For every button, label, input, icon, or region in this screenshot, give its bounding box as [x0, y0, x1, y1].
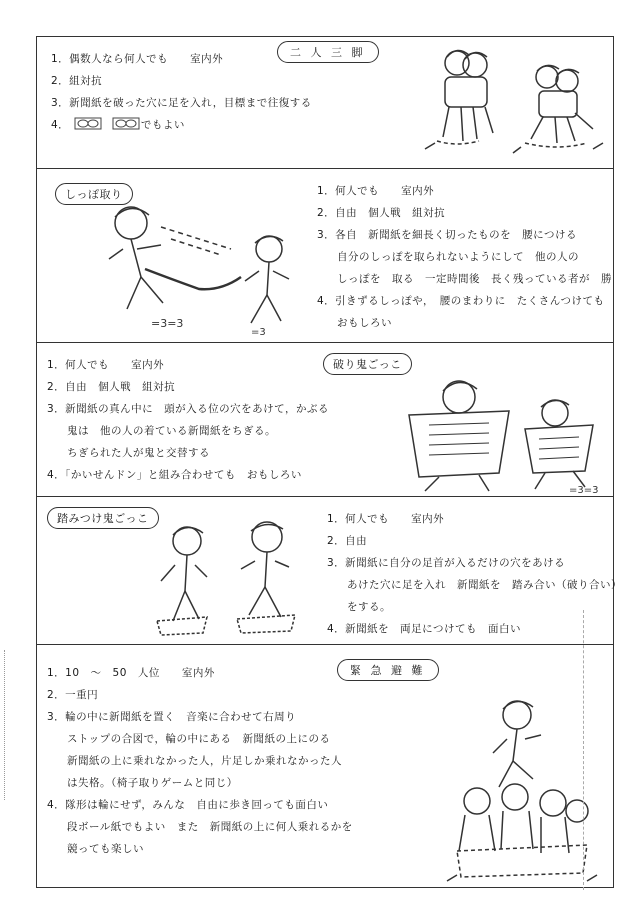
rule-line: しっぽを 取る 一定時間後 長く残っている者が 勝 [337, 273, 612, 285]
rule-line: 2．自由 [327, 535, 368, 547]
rule-line: ストップの合図で，輪の中にある 新聞紙の上にのる [67, 733, 331, 745]
rule-line: 2．一重円 [47, 689, 99, 701]
section-title: 二 人 三 脚 [277, 41, 379, 63]
scan-edge-dots [4, 650, 11, 800]
svg-text:=3=3: =3=3 [569, 485, 599, 495]
rule-line: 4．「かいせんドン」と組み合わせても おもしろい [47, 469, 302, 481]
svg-text:=3: =3 [251, 327, 266, 338]
rule-line: 鬼は 他の人の着ている新聞紙をちぎる。 [67, 425, 276, 437]
rule-line: ちぎられた人が鬼と交替する [67, 447, 210, 459]
scan-margin-line [583, 610, 585, 890]
rule-line: 2．自由 個人戦 組対抗 [317, 207, 446, 219]
section-tail-tag [37, 169, 613, 343]
worksheet-frame [36, 36, 622, 888]
children-stomp-tag-illustration [137, 521, 317, 641]
rule-line: 新聞紙の上に乗れなかった人，片足しか乗れなかった人 [67, 755, 342, 767]
rule-line: 段ボール紙でもよい また 新聞紙の上に何人乗れるかを [67, 821, 353, 833]
section-emergency-evacuation [37, 645, 613, 889]
section-newspaper-tear-tag [37, 343, 613, 497]
children-newspaper-tearing-tag-illustration [389, 373, 609, 495]
rule-line: 4． でもよい [51, 119, 185, 131]
rule-line: 3．各自 新聞紙を細長く切ったものを 腰につける [317, 229, 577, 241]
children-three-legged-race-illustration [417, 43, 607, 161]
section-title: 破り鬼ごっこ [323, 353, 412, 375]
rule-line: 1．何人でも 室内外 [317, 185, 435, 197]
rule-line: 2．組対抗 [51, 75, 103, 87]
rule-line: 1．偶数人なら何人でも 室内外 [51, 53, 224, 65]
rule-line: 競っても楽しい [67, 843, 144, 855]
rule-line: 自分のしっぽを取られないようにして 他の人の [337, 251, 579, 263]
section-three-legged-race [37, 37, 613, 169]
svg-text:=3=3: =3=3 [151, 317, 184, 330]
rule-line: 3．新聞紙の真ん中に 頭が入る位の穴をあけて，かぶる [47, 403, 329, 415]
rule-line: をする。 [347, 601, 391, 613]
children-tail-tag-illustration [101, 199, 301, 339]
rule-line: 1．何人でも 室内外 [47, 359, 165, 371]
rule-line: 2．自由 個人戦 組対抗 [47, 381, 176, 393]
rule-line: 1．10 〜 50 人位 室内外 [47, 667, 215, 679]
section-title: 踏みつけ鬼ごっこ [47, 507, 159, 529]
children-crowding-on-newspaper-illustration [437, 691, 607, 887]
rule-line: あけた穴に足を入れ 新聞紙を 踏み合い（破り合い） [347, 579, 622, 591]
rule-line: 1．何人でも 室内外 [327, 513, 445, 525]
rule-line: 4．新聞紙を 両足につけても 面白い [327, 623, 521, 635]
section-title: 緊 急 避 難 [337, 659, 439, 681]
section-title: しっぽ取り [55, 183, 133, 205]
rule-line: おもしろい [337, 317, 392, 329]
rule-line: 4．隊形は輪にせず，みんな 自由に歩き回っても面白い [47, 799, 329, 811]
section-stomp-tag [37, 497, 622, 645]
rule-line: は失格。（椅子取りゲームと同じ） [67, 777, 238, 789]
shoe-icons [73, 116, 143, 132]
rule-line: 3．新聞紙を破った穴に足を入れ，目標まで往復する [51, 97, 312, 109]
rule-line: 4．引きずるしっぽや， 腰のまわりに たくさんつけても [317, 295, 605, 307]
rule-line: 3．輪の中に新聞紙を置く 音楽に合わせて右周り [47, 711, 297, 723]
rule-line: 3．新聞紙に自分の足首が入るだけの穴をあける [327, 557, 566, 569]
